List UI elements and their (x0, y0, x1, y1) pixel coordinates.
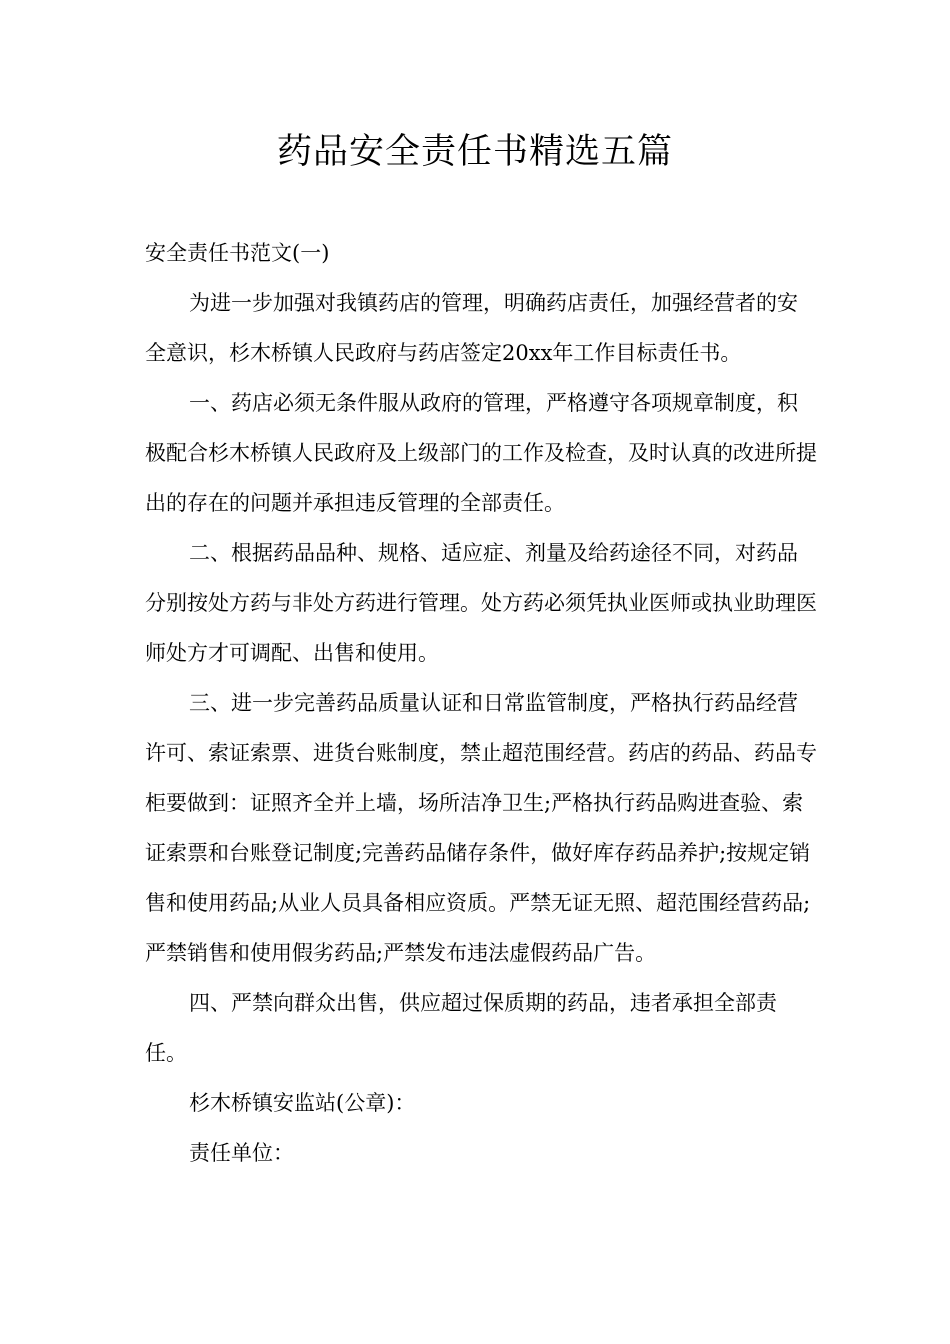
document-title: 药品安全责任书精选五篇 (276, 132, 673, 172)
clause-one-paragraph: 一、药店必须无条件服从政府的管理，严格遵守各项规章制度，积极配合杉木桥镇人民政府及上级部门的工作及检查，及时认真的改进所提出的存在的问题并承担违反管理的全部责任。 (145, 391, 817, 515)
supervisor-signature-line: 杉木桥镇安监站(公章)： (189, 1091, 416, 1115)
clause-three-paragraph: 三、进一步完善药品质量认证和日常监管制度，严格执行药品经营许可、索证索票、进货台账制度，禁止超范围经营。药店的药品、药品专柜要做到：证照齐全并上墙，场所洁净卫生;严格执行药品购进查验、索证索票和台账登记制度;完善药品储存条件，做好库存药品养护;按规定销售和使用药品;从业人员具备相应资质。严禁无证无照、超范围经营药品;严禁销售和使用假劣药品;严禁发布违法虚假药品广告。 (145, 691, 817, 965)
clause-four-paragraph: 四、严禁向群众出售，供应超过保质期的药品，违者承担全部责任。 (145, 991, 777, 1065)
document-body (145, 228, 817, 1178)
section-heading: 安全责任书范文(一) (145, 241, 330, 265)
responsible-unit-line: 责任单位： (189, 1141, 294, 1165)
clause-two-paragraph: 二、根据药品品种、规格、适应症、剂量及给药途径不同，对药品分别按处方药与非处方药进行管理。处方药必须凭执业医师或执业助理医师处方才可调配、出售和使用。 (145, 541, 817, 665)
intro-paragraph: 为进一步加强对我镇药店的管理，明确药店责任，加强经营者的安全意识，杉木桥镇人民政府与药店签定20xx年工作目标责任书。 (145, 291, 798, 365)
